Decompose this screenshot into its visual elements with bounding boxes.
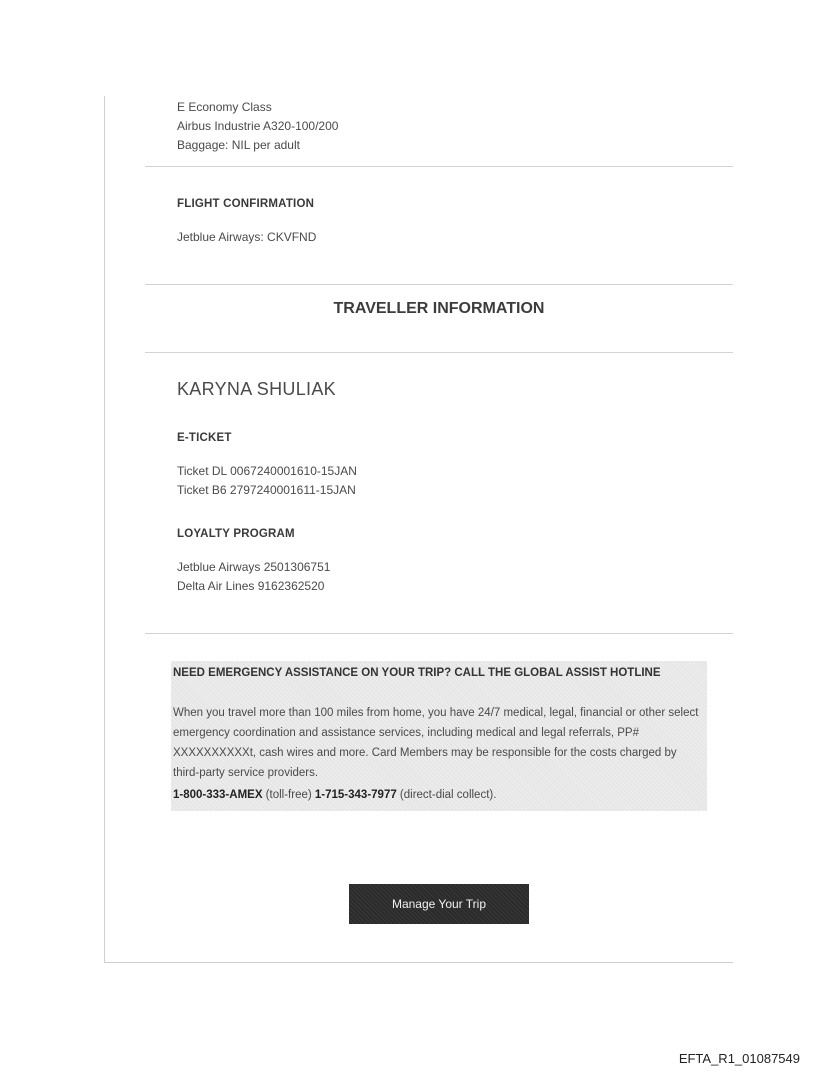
- itinerary-card: [104, 96, 733, 963]
- traveller-information-title: TRAVELLER INFORMATION: [333, 300, 545, 317]
- document-id: EFTA_R1_01087549: [678, 1051, 800, 1066]
- manage-your-trip-button[interactable]: Manage Your Trip: [349, 884, 529, 924]
- traveller-name: KARYNA SHULIAK: [177, 379, 336, 399]
- emergency-assistance-box: [171, 661, 707, 811]
- emergency-assistance-title: NEED EMERGENCY ASSISTANCE ON YOUR TRIP? CALL THE GLOBAL ASSIST HOTLINE: [173, 667, 661, 679]
- ticket-number: Ticket B6 2797240001611-15JAN: [177, 483, 356, 497]
- cabin-class: E Economy Class: [177, 100, 272, 114]
- divider: [145, 633, 733, 634]
- loyalty-number: Delta Air Lines 9162362520: [177, 579, 325, 593]
- ticket-number: Ticket DL 0067240001610-15JAN: [177, 464, 357, 478]
- eticket-heading: E-TICKET: [177, 432, 232, 444]
- emergency-assistance-body: When you travel more than 100 miles from home, you have 24/7 medical, legal, financial or other select emergency coordination and assistance services, including medical and legal referrals, PP# XXXXXXXXXXt, cash wires and more. Card Members may be responsible for the costs charged by third-party service providers.: [173, 707, 699, 779]
- divider: [145, 284, 733, 285]
- direct-dial-note: (direct-dial collect).: [396, 789, 497, 801]
- assistance-phone-line: [173, 789, 496, 801]
- loyalty-program-heading: LOYALTY PROGRAM: [177, 528, 295, 540]
- loyalty-number: Jetblue Airways 2501306751: [177, 560, 331, 574]
- eticket-list: [177, 462, 357, 500]
- divider: [145, 352, 733, 353]
- toll-free-note: (toll-free): [262, 789, 315, 801]
- loyalty-list: [177, 558, 330, 596]
- flight-details: [177, 98, 338, 155]
- divider: [145, 166, 733, 167]
- flight-confirmation-code: Jetblue Airways: CKVFND: [177, 230, 317, 244]
- flight-confirmation-heading: FLIGHT CONFIRMATION: [177, 198, 315, 210]
- direct-dial-number[interactable]: 1-715-343-7977: [314, 789, 397, 801]
- toll-free-number[interactable]: 1-800-333-AMEX: [173, 789, 263, 801]
- baggage-allowance: Baggage: NIL per adult: [177, 138, 300, 152]
- aircraft-type: Airbus Industrie A320-100/200: [177, 119, 339, 133]
